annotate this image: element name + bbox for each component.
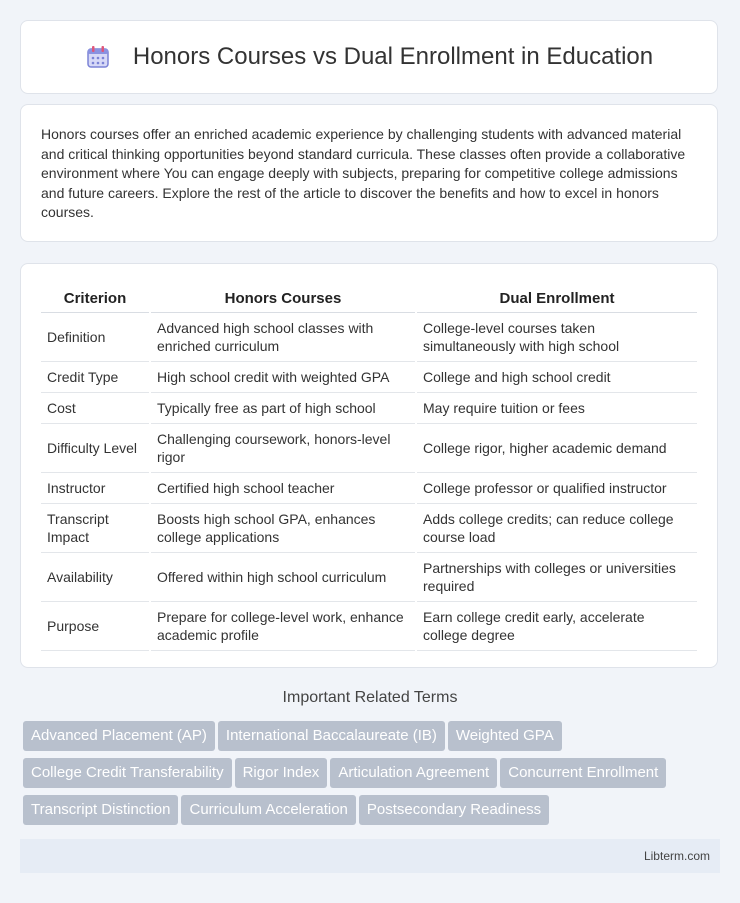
- table-row: [41, 313, 697, 362]
- term-tag[interactable]: International Baccalaureate (IB): [218, 721, 445, 751]
- cell-criterion: Instructor: [41, 473, 150, 504]
- term-tag[interactable]: Curriculum Acceleration: [181, 795, 355, 825]
- cell-dual: College and high school credit: [416, 362, 697, 393]
- term-tag[interactable]: Weighted GPA: [448, 721, 562, 751]
- term-tag[interactable]: College Credit Transferability: [23, 758, 232, 788]
- cell-honors: High school credit with weighted GPA: [150, 362, 416, 393]
- term-tag[interactable]: Postsecondary Readiness: [359, 795, 549, 825]
- cell-criterion: Availability: [41, 553, 150, 602]
- header-criterion: Criterion: [41, 284, 150, 313]
- term-tag[interactable]: Articulation Agreement: [330, 758, 497, 788]
- comparison-card: [20, 263, 718, 668]
- header-dual: Dual Enrollment: [416, 284, 697, 313]
- cell-dual: Earn college credit early, accelerate college degree: [416, 602, 697, 651]
- cell-dual: May require tuition or fees: [416, 393, 697, 424]
- term-tag[interactable]: Rigor Index: [235, 758, 328, 788]
- cell-criterion: Cost: [41, 393, 150, 424]
- cell-honors: Boosts high school GPA, enhances college applications: [150, 504, 416, 553]
- table-row: [41, 424, 697, 473]
- cell-criterion: Credit Type: [41, 362, 150, 393]
- comparison-table: [41, 284, 697, 651]
- table-row: [41, 362, 697, 393]
- cell-criterion: Difficulty Level: [41, 424, 150, 473]
- header-honors: Honors Courses: [150, 284, 416, 313]
- intro-paragraph: Honors courses offer an enriched academic experience by challenging students with advanced material and critical thinking opportunities beyond standard curricula. These classes often provide a collaborative environment where You can engage deeply with subjects, preparing for competitive college admissions and future careers. Explore the rest of the article to discover the benefits and how to excel in honors courses.: [41, 126, 686, 221]
- cell-dual: College professor or qualified instructor: [416, 473, 697, 504]
- cell-honors: Certified high school teacher: [150, 473, 416, 504]
- table-row: [41, 393, 697, 424]
- cell-dual: Partnerships with colleges or universities required: [416, 553, 697, 602]
- calendar-icon: [85, 44, 111, 70]
- table-row: [41, 504, 697, 553]
- cell-honors: Offered within high school curriculum: [150, 553, 416, 602]
- cell-dual: Adds college credits; can reduce college course load: [416, 504, 697, 553]
- cell-honors: Challenging coursework, honors-level rigor: [150, 424, 416, 473]
- page-title: Honors Courses vs Dual Enrollment in Education: [132, 43, 654, 70]
- cell-dual: College-level courses taken simultaneously with high school: [416, 313, 697, 362]
- cell-honors: Advanced high school classes with enriched curriculum: [150, 313, 416, 362]
- title-card: [20, 20, 718, 94]
- cell-honors: Prepare for college-level work, enhance academic profile: [150, 602, 416, 651]
- cell-dual: College rigor, higher academic demand: [416, 424, 697, 473]
- cell-honors: Typically free as part of high school: [150, 393, 416, 424]
- cell-criterion: Purpose: [41, 602, 150, 651]
- footer-site-link[interactable]: Libterm.com: [643, 849, 710, 863]
- related-terms-list: [23, 721, 723, 832]
- related-terms-title: Important Related Terms: [282, 689, 458, 706]
- cell-criterion: Definition: [41, 313, 150, 362]
- term-tag[interactable]: Transcript Distinction: [23, 795, 178, 825]
- table-row: [41, 473, 697, 504]
- term-tag[interactable]: Advanced Placement (AP): [23, 721, 215, 751]
- term-tag[interactable]: Concurrent Enrollment: [500, 758, 666, 788]
- footer: [20, 839, 720, 873]
- table-row: [41, 553, 697, 602]
- table-header-row: [41, 284, 697, 313]
- table-row: [41, 602, 697, 651]
- cell-criterion: Transcript Impact: [41, 504, 150, 553]
- intro-card: [20, 104, 718, 242]
